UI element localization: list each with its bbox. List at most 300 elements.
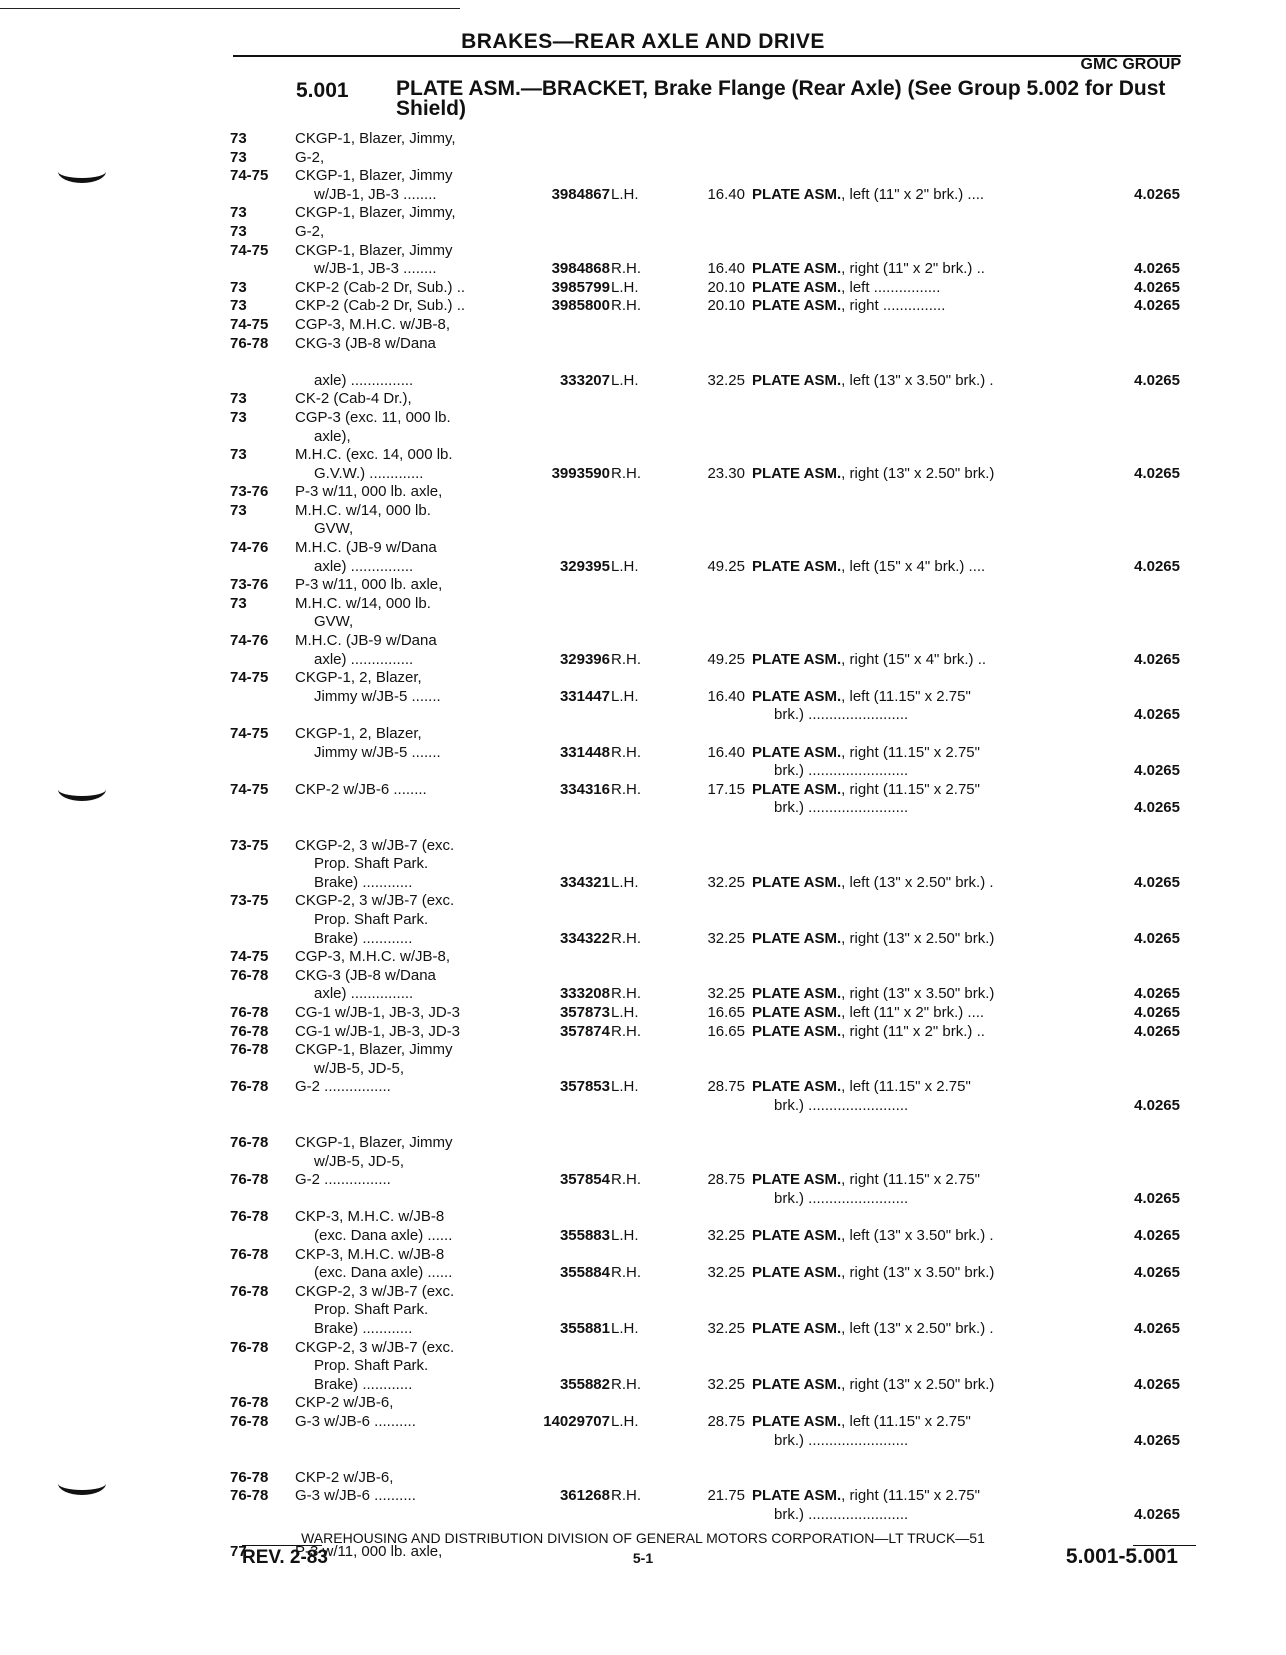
table-row (230, 1153, 1190, 1172)
item-name: PLATE ASM. (752, 687, 842, 705)
model-year: 76-78 (230, 1134, 269, 1152)
table-row (230, 1246, 1190, 1265)
page-range: 5.001-5.001 (1065, 1545, 1178, 1568)
side-code: L.H. (611, 873, 639, 891)
model-year: 76-78 (230, 1003, 269, 1021)
application-text: CKGP-2, 3 w/JB-7 (exc. (295, 1338, 455, 1356)
application-text: (exc. Dana axle) ...... (314, 1227, 453, 1245)
application-text: G-2, (295, 148, 325, 166)
item-detail: , left (11.15" x 2.75" (841, 687, 971, 705)
item-name: PLATE ASM. (752, 1078, 842, 1096)
application-text: G-2, (295, 222, 325, 240)
table-row (230, 502, 1190, 521)
application-text: M.H.C. (JB-9 w/Dana (295, 539, 437, 557)
side-code: R.H. (611, 297, 641, 315)
model-year: 74-76 (230, 632, 269, 650)
group-number: 4.0265 (1134, 1189, 1180, 1207)
model-year: 73 (230, 204, 247, 222)
item-description (752, 985, 994, 1004)
item-detail: , right (15" x 4" brk.) .. (841, 650, 987, 668)
item-description (752, 930, 994, 949)
table-row (230, 1227, 1190, 1246)
price: 32.25 (707, 1264, 745, 1282)
price: 23.30 (707, 464, 745, 482)
part-number: 3984868 (551, 260, 610, 278)
item-description (752, 1227, 994, 1246)
table-row (230, 520, 1190, 539)
application-text: CKP-2 w/JB-6, (295, 1468, 394, 1486)
model-year: 76-78 (230, 1468, 269, 1486)
table-row (230, 1264, 1190, 1283)
model-year: 74-75 (230, 241, 269, 259)
application-text: CKGP-2, 3 w/JB-7 (exc. (295, 836, 455, 854)
side-code: L.H. (611, 1227, 639, 1245)
item-detail: , right (11.15" x 2.75" (841, 743, 980, 761)
side-code: R.H. (611, 985, 641, 1003)
application-text: CKP-3, M.H.C. w/JB-8 (295, 1208, 445, 1226)
item-description (752, 465, 994, 484)
application-text: Brake) ............ (314, 1375, 413, 1393)
table-row (230, 967, 1190, 986)
item-detail: , right (11" x 2" brk.) .. (841, 1022, 985, 1040)
price: 32.25 (707, 371, 745, 389)
item-name: PLATE ASM. (752, 1264, 842, 1282)
application-text: CGP-3, M.H.C. w/JB-8, (295, 948, 451, 966)
item-detail: , right (13" x 2.50" brk.) (841, 1375, 995, 1393)
item-name: PLATE ASM. (752, 1227, 842, 1245)
table-row (230, 632, 1190, 651)
application-text: CKGP-2, 3 w/JB-7 (exc. (295, 892, 455, 910)
model-year: 73 (230, 222, 247, 240)
price: 16.40 (707, 185, 745, 203)
header-rule (233, 55, 1181, 57)
item-detail: , left (11.15" x 2.75" (841, 1412, 971, 1430)
application-text: Brake) ............ (314, 929, 413, 947)
item-detail: , right ............... (841, 297, 946, 315)
group-number: 4.0265 (1134, 799, 1180, 817)
model-year: 77 (230, 1543, 247, 1561)
table-row (230, 297, 1190, 316)
model-year: 76-78 (230, 1078, 269, 1096)
item-name: PLATE ASM. (752, 1320, 842, 1337)
item-description (752, 1413, 971, 1432)
item-detail-continued: brk.) ........................ (774, 1189, 909, 1207)
application-text: G-2 ................ (295, 1171, 391, 1189)
group-number: 4.0265 (1134, 762, 1180, 780)
table-row (230, 1041, 1190, 1060)
item-description (752, 1320, 994, 1339)
part-number: 334321 (559, 873, 610, 891)
table-row (230, 744, 1190, 763)
row-spacer (230, 1450, 1190, 1469)
item-detail: , left (15" x 4" brk.) .... (841, 557, 986, 575)
top-edge-line (0, 8, 460, 9)
model-year: 74-75 (230, 167, 269, 185)
side-code: L.H. (611, 1320, 639, 1337)
price: 32.25 (707, 1320, 745, 1337)
part-number: 361268 (559, 1487, 610, 1505)
item-description (752, 186, 984, 205)
table-row (230, 1060, 1190, 1079)
group-number: 4.0265 (1134, 1227, 1180, 1245)
item-detail: , right (11.15" x 2.75" (841, 1487, 980, 1505)
table-row (230, 260, 1190, 279)
application-text: CKGP-1, 2, Blazer, (295, 669, 422, 687)
side-code: L.H. (611, 687, 639, 705)
side-code: R.H. (611, 780, 641, 798)
application-text: CK-2 (Cab-4 Dr.), (295, 390, 412, 408)
model-year: 76-78 (230, 1245, 269, 1263)
application-text: w/JB-1, JB-3 ........ (314, 260, 437, 278)
table-row (230, 483, 1190, 502)
table-row (230, 149, 1190, 168)
application-text: G-3 w/JB-6 .......... (295, 1412, 416, 1430)
price: 20.10 (707, 278, 745, 296)
item-description (752, 372, 994, 391)
application-text: GVW, (314, 613, 354, 631)
price: 49.25 (707, 650, 745, 668)
model-year: 74-76 (230, 539, 269, 557)
part-number: 357853 (559, 1078, 610, 1096)
table-row (230, 558, 1190, 577)
application-text: Prop. Shaft Park. (314, 1357, 429, 1375)
part-number: 329395 (559, 557, 610, 575)
side-code: R.H. (611, 1375, 641, 1393)
application-text: P-3 w/11, 000 lb. axle, (295, 483, 443, 501)
item-description (752, 260, 985, 279)
table-row (230, 706, 1190, 725)
price: 16.40 (707, 260, 745, 278)
application-text: GVW, (314, 520, 354, 538)
price: 32.25 (707, 1227, 745, 1245)
section-title: PLATE ASM.—BRACKET, Brake Flange (Rear Axle) (See Group 5.002 for Dust Shield) (396, 77, 1166, 120)
application-text: axle) ............... (314, 650, 414, 668)
table-row (230, 1394, 1190, 1413)
model-year: 73 (230, 501, 247, 519)
application-text: CKGP-1, Blazer, Jimmy, (295, 204, 456, 222)
item-detail: , left (11.15" x 2.75" (841, 1078, 971, 1096)
group-number: 4.0265 (1134, 650, 1180, 668)
item-description (752, 279, 940, 298)
application-text: Brake) ............ (314, 873, 413, 891)
side-code: L.H. (611, 1003, 639, 1021)
side-code: L.H. (611, 557, 639, 575)
table-row (230, 1134, 1190, 1153)
application-text: Prop. Shaft Park. (314, 910, 429, 928)
side-code: R.H. (611, 650, 641, 668)
item-name: PLATE ASM. (752, 873, 842, 891)
application-text: Prop. Shaft Park. (314, 1301, 429, 1319)
table-row (230, 1171, 1190, 1190)
application-text: CGP-3, M.H.C. w/JB-8, (295, 315, 451, 333)
item-detail: , left (11" x 2" brk.) .... (841, 185, 985, 203)
footer-division-text: WAREHOUSING AND DISTRIBUTION DIVISION OF GENERAL MOTORS CORPORATION—LT TRUCK—51 (301, 1530, 985, 1546)
table-row (230, 130, 1190, 149)
price: 28.75 (707, 1171, 745, 1189)
part-number: 3993590 (551, 464, 610, 482)
item-description (752, 1078, 971, 1097)
item-description (752, 1264, 994, 1283)
table-row (230, 428, 1190, 447)
model-year: 76-78 (230, 1282, 269, 1300)
application-text: CKGP-1, Blazer, Jimmy (295, 241, 453, 259)
item-name: PLATE ASM. (752, 278, 842, 296)
price: 32.25 (707, 1375, 745, 1393)
group-number: 4.0265 (1134, 985, 1180, 1003)
price: 20.10 (707, 297, 745, 315)
model-year: 73 (230, 278, 247, 296)
table-row (230, 725, 1190, 744)
group-number: 4.0265 (1134, 297, 1180, 315)
model-year: 76-78 (230, 1487, 269, 1505)
item-detail-continued: brk.) ........................ (774, 1431, 909, 1449)
model-year: 73-75 (230, 836, 269, 854)
price: 32.25 (707, 985, 745, 1003)
table-row (230, 1432, 1190, 1451)
table-row (230, 186, 1190, 205)
row-spacer (230, 353, 1190, 372)
price: 16.65 (707, 1003, 745, 1021)
table-row (230, 855, 1190, 874)
item-detail: , right (13" x 3.50" brk.) (841, 1264, 995, 1282)
group-number: 4.0265 (1134, 278, 1180, 296)
item-detail: , right (13" x 2.50" brk.) (841, 929, 995, 947)
item-name: PLATE ASM. (752, 557, 842, 575)
application-text: axle) ............... (314, 985, 414, 1003)
application-text: CG-1 w/JB-1, JB-3, JD-3 (295, 1003, 461, 1021)
application-text: CKGP-1, Blazer, Jimmy (295, 1134, 453, 1152)
part-number: 355883 (559, 1227, 610, 1245)
group-number: 4.0265 (1134, 1320, 1180, 1337)
table-row (230, 985, 1190, 1004)
table-row (230, 316, 1190, 335)
application-text: w/JB-5, JD-5, (314, 1152, 405, 1170)
item-name: PLATE ASM. (752, 1412, 842, 1430)
page-number: 5-1 (632, 1550, 654, 1566)
application-text: axle) ............... (314, 557, 414, 575)
part-number: 355881 (559, 1320, 610, 1337)
item-detail: , right (13" x 2.50" brk.) (841, 464, 995, 482)
table-row (230, 335, 1190, 354)
side-code: L.H. (611, 278, 639, 296)
table-row (230, 576, 1190, 595)
item-detail-continued: brk.) ........................ (774, 799, 909, 817)
table-row (230, 651, 1190, 670)
item-description (752, 781, 980, 800)
item-name: PLATE ASM. (752, 185, 842, 203)
group-number: 4.0265 (1134, 1022, 1180, 1040)
table-row (230, 948, 1190, 967)
table-row (230, 1301, 1190, 1320)
application-text: axle), (314, 427, 351, 445)
group-number: 4.0265 (1134, 557, 1180, 575)
application-text: Prop. Shaft Park. (314, 855, 429, 873)
application-text: Brake) ............ (314, 1320, 413, 1337)
item-name: PLATE ASM. (752, 650, 842, 668)
model-year: 76-78 (230, 966, 269, 984)
application-text: CGP-3 (exc. 11, 000 lb. (295, 408, 451, 426)
model-year: 76-78 (230, 1208, 269, 1226)
item-description (752, 1023, 985, 1042)
parts-list (230, 130, 1190, 1562)
group-number: 4.0265 (1134, 1264, 1180, 1282)
application-text: (exc. Dana axle) ...... (314, 1264, 453, 1282)
table-row (230, 1357, 1190, 1376)
application-text: M.H.C. w/14, 000 lb. (295, 594, 431, 612)
group-number: 4.0265 (1134, 1431, 1180, 1449)
part-number: 357874 (559, 1022, 610, 1040)
part-number: 329396 (559, 650, 610, 668)
table-row (230, 688, 1190, 707)
table-row (230, 762, 1190, 781)
item-detail: , left (13" x 2.50" brk.) . (841, 873, 994, 891)
binder-hole-mark-bottom (58, 1472, 106, 1495)
application-text: CKP-2 (Cab-2 Dr, Sub.) .. (295, 297, 466, 315)
item-name: PLATE ASM. (752, 743, 842, 761)
item-description (752, 297, 945, 316)
price: 16.40 (707, 743, 745, 761)
item-detail-continued: brk.) ........................ (774, 1096, 909, 1114)
item-name: PLATE ASM. (752, 780, 842, 798)
side-code: L.H. (611, 1412, 639, 1430)
table-row (230, 781, 1190, 800)
application-text: CKP-2 w/JB-6, (295, 1394, 394, 1412)
application-text: P-3 w/11, 000 lb. axle, (295, 576, 443, 594)
application-text: CKP-2 (Cab-2 Dr, Sub.) .. (295, 278, 466, 296)
group-number: 4.0265 (1134, 185, 1180, 203)
item-description (752, 1487, 980, 1506)
table-row (230, 1469, 1190, 1488)
table-row (230, 1413, 1190, 1432)
part-number: 357854 (559, 1171, 610, 1189)
item-detail: , left (13" x 2.50" brk.) . (841, 1320, 994, 1337)
side-code: R.H. (611, 464, 641, 482)
table-row (230, 595, 1190, 614)
table-row (230, 1004, 1190, 1023)
model-year: 74-75 (230, 780, 269, 798)
row-spacer (230, 818, 1190, 837)
model-year: 73 (230, 297, 247, 315)
price: 28.75 (707, 1078, 745, 1096)
application-text: M.H.C. w/14, 000 lb. (295, 501, 431, 519)
model-year: 73 (230, 408, 247, 426)
item-detail: , right (13" x 3.50" brk.) (841, 985, 995, 1003)
table-row (230, 1023, 1190, 1042)
table-row (230, 613, 1190, 632)
table-row (230, 1078, 1190, 1097)
table-row (230, 1487, 1190, 1506)
price: 49.25 (707, 557, 745, 575)
application-text: w/JB-1, JB-3 ........ (314, 185, 437, 203)
table-row (230, 539, 1190, 558)
section-number: 5.001 (296, 79, 349, 102)
table-row (230, 1190, 1190, 1209)
part-number: 3985799 (551, 278, 610, 296)
application-text: CG-1 w/JB-1, JB-3, JD-3 (295, 1022, 461, 1040)
price: 28.75 (707, 1412, 745, 1430)
application-text: CKGP-1, Blazer, Jimmy, (295, 130, 456, 147)
item-name: PLATE ASM. (752, 1022, 842, 1040)
application-text: M.H.C. (JB-9 w/Dana (295, 632, 437, 650)
item-description (752, 744, 980, 763)
group-number: 4.0265 (1134, 1505, 1180, 1523)
model-year: 73 (230, 594, 247, 612)
item-name: PLATE ASM. (752, 464, 842, 482)
part-number: 334316 (559, 780, 610, 798)
part-number: 14029707 (543, 1412, 610, 1430)
application-text: M.H.C. (exc. 14, 000 lb. (295, 446, 453, 464)
table-row (230, 930, 1190, 949)
model-year: 73-75 (230, 892, 269, 910)
application-text: G.V.W.) ............. (314, 464, 424, 482)
table-row (230, 669, 1190, 688)
application-text: CKP-3, M.H.C. w/JB-8 (295, 1245, 445, 1263)
application-text: G-3 w/JB-6 .......... (295, 1487, 416, 1505)
side-code: R.H. (611, 929, 641, 947)
item-name: PLATE ASM. (752, 297, 842, 315)
part-number: 333208 (559, 985, 610, 1003)
group-number: 4.0265 (1134, 1003, 1180, 1021)
item-detail: , left (13" x 3.50" brk.) . (841, 1227, 994, 1245)
item-description (752, 558, 985, 577)
item-name: PLATE ASM. (752, 929, 842, 947)
row-spacer (230, 1115, 1190, 1134)
model-year: 73 (230, 390, 247, 408)
model-year: 76-78 (230, 1171, 269, 1189)
group-number: 4.0265 (1134, 873, 1180, 891)
table-row (230, 372, 1190, 391)
item-name: PLATE ASM. (752, 1487, 842, 1505)
group-number: 4.0265 (1134, 371, 1180, 389)
item-detail: , right (11.15" x 2.75" (841, 1171, 980, 1189)
item-description (752, 1171, 980, 1190)
item-name: PLATE ASM. (752, 1171, 842, 1189)
table-row (230, 390, 1190, 409)
part-number: 357873 (559, 1003, 610, 1021)
item-name: PLATE ASM. (752, 1003, 842, 1021)
application-text: Jimmy w/JB-5 ....... (314, 743, 441, 761)
table-row (230, 167, 1190, 186)
model-year: 74-75 (230, 725, 269, 742)
side-code: R.H. (611, 1171, 641, 1189)
item-detail: , right (11.15" x 2.75" (841, 780, 980, 798)
side-code: R.H. (611, 260, 641, 278)
group-number: 4.0265 (1134, 1375, 1180, 1393)
table-row (230, 1283, 1190, 1302)
item-name: PLATE ASM. (752, 1375, 842, 1393)
application-text: w/JB-5, JD-5, (314, 1059, 405, 1077)
group-label: GMC GROUP (1080, 56, 1181, 73)
application-text: CKGP-1, Blazer, Jimmy (295, 1041, 453, 1059)
item-detail: , right (11" x 2" brk.) .. (841, 260, 985, 278)
table-row (230, 465, 1190, 484)
application-text: P-3 w/11, 000 lb. axle, (295, 1543, 443, 1561)
application-text: CKP-2 w/JB-6 ........ (295, 780, 427, 798)
model-year: 76-78 (230, 1338, 269, 1356)
item-name: PLATE ASM. (752, 371, 842, 389)
table-row (230, 446, 1190, 465)
model-year: 73-76 (230, 483, 269, 501)
model-year: 74-75 (230, 315, 269, 333)
table-row (230, 1097, 1190, 1116)
revision-label: REV. 2-83 (242, 1547, 328, 1568)
side-code: R.H. (611, 743, 641, 761)
group-number: 4.0265 (1134, 1096, 1180, 1114)
item-description (752, 688, 971, 707)
group-number: 4.0265 (1134, 706, 1180, 724)
item-name: PLATE ASM. (752, 260, 842, 278)
model-year: 76-78 (230, 1022, 269, 1040)
